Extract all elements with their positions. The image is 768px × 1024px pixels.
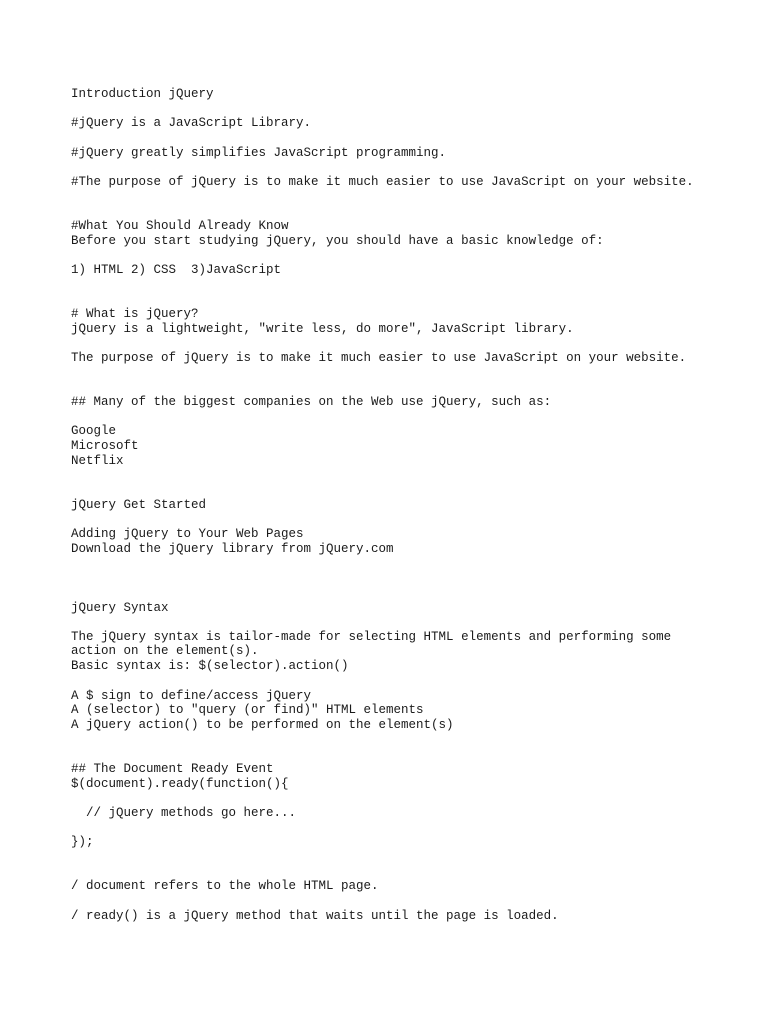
text-line: / document refers to the whole HTML page. — [71, 879, 379, 893]
text-line: 1) HTML 2) CSS 3)JavaScript — [71, 263, 282, 277]
list-item: Microsoft — [71, 439, 139, 453]
section-heading: ## Many of the biggest companies on the Web use jQuery, such as: — [71, 395, 552, 409]
text-line: Download the jQuery library from jQuery.com — [71, 542, 394, 556]
text-line: The jQuery syntax is tailor-made for selecting HTML elements and performing some — [71, 630, 672, 644]
section-heading: # What is jQuery? — [71, 307, 199, 321]
text-line: Before you start studying jQuery, you should have a basic knowledge of: — [71, 234, 604, 248]
text-line: #jQuery greatly simplifies JavaScript programming. — [71, 146, 447, 160]
text-line: A (selector) to "query (or find)" HTML elements — [71, 703, 424, 717]
section-heading: jQuery Get Started — [71, 498, 207, 512]
code-line: // jQuery methods go here... — [71, 806, 297, 820]
text-line: #jQuery is a JavaScript Library. — [71, 116, 312, 130]
text-line: Basic syntax is: $(selector).action() — [71, 659, 349, 673]
section-heading: jQuery Syntax — [71, 601, 169, 615]
text-line: / ready() is a jQuery method that waits until the page is loaded. — [71, 909, 559, 923]
code-line: }); — [71, 835, 94, 849]
section-heading: ## The Document Ready Event — [71, 762, 274, 776]
section-heading: #What You Should Already Know — [71, 219, 289, 233]
list-item: Google — [71, 424, 117, 438]
text-line: The purpose of jQuery is to make it much easier to use JavaScript on your website. — [71, 351, 687, 365]
list-item: Netflix — [71, 454, 124, 468]
text-line: #The purpose of jQuery is to make it much easier to use JavaScript on your website. — [71, 175, 694, 189]
text-line: jQuery is a lightweight, "write less, do more", JavaScript library. — [71, 322, 574, 336]
text-line: A jQuery action() to be performed on the element(s) — [71, 718, 454, 732]
text-line: action on the element(s). — [71, 644, 259, 658]
text-line: Adding jQuery to Your Web Pages — [71, 527, 304, 541]
code-line: $(document).ready(function(){ — [71, 777, 289, 791]
text-line: A $ sign to define/access jQuery — [71, 689, 312, 703]
doc-title: Introduction jQuery — [71, 87, 214, 101]
